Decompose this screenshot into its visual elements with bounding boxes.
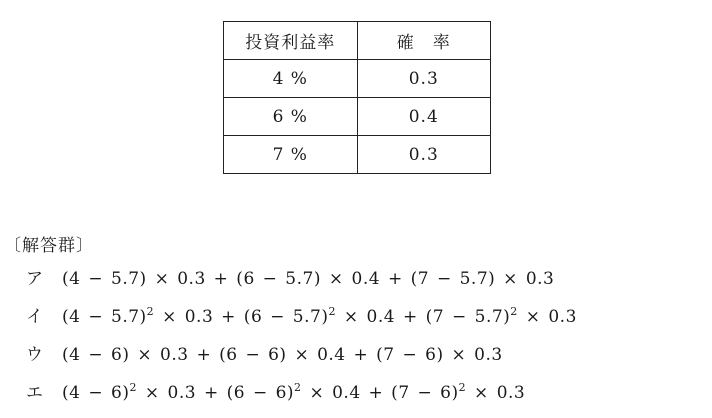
choice-a [26,267,554,291]
choice-label: エ [26,383,43,403]
exponent: 2 [510,305,518,318]
exponent: 2 [129,381,137,394]
choice-label: ア [26,269,43,289]
choice-expression: (4 − 5.7) × 0.3 + (6 − 5.7) × 0.4 + (7 − 5.7) × 0.3 [62,269,555,289]
table-row [224,98,491,136]
choice-expression: $(4 - 5.7)^2 \times 0.3 + (6 - 5.7)^2 \times 0.4 + (7 - 5.7)^2 \times 0.3$ [62,305,577,327]
choice-label: イ [26,307,43,327]
probability-cell: 0.3 [357,60,491,98]
table-header-row [224,22,491,60]
header-return-rate: 投資利益率 [224,22,358,60]
exponent: 2 [328,305,336,318]
answer-group-title: 〔解答群〕 [4,236,94,256]
header-probability: 確 率 [357,22,491,60]
choice-u [26,343,503,367]
return-rate-cell: 7 % [224,136,358,174]
exponent: 2 [458,381,467,394]
choice-label: ウ [26,345,43,365]
table-row [224,136,491,174]
probability-cell: 0.4 [357,98,491,136]
table-row [224,60,491,98]
return-rate-cell: 6 % [224,98,358,136]
exponent: 2 [294,381,302,394]
probability-cell: 0.3 [357,136,491,174]
choice-expression: (4 − 6) × 0.3 + (6 − 6) × 0.4 + (7 − 6) × 0.3 [62,345,503,365]
choice-i [26,305,577,329]
choice-expression: $(4 - 6)^2 \times 0.3 + (6 - 6)^2 \times 0.4 + (7 - 6)^2 \times 0.3$ [62,381,526,403]
return-rate-cell: 4 % [224,60,358,98]
probability-table [223,21,491,174]
choice-e [26,381,525,405]
exponent: 2 [146,305,155,318]
